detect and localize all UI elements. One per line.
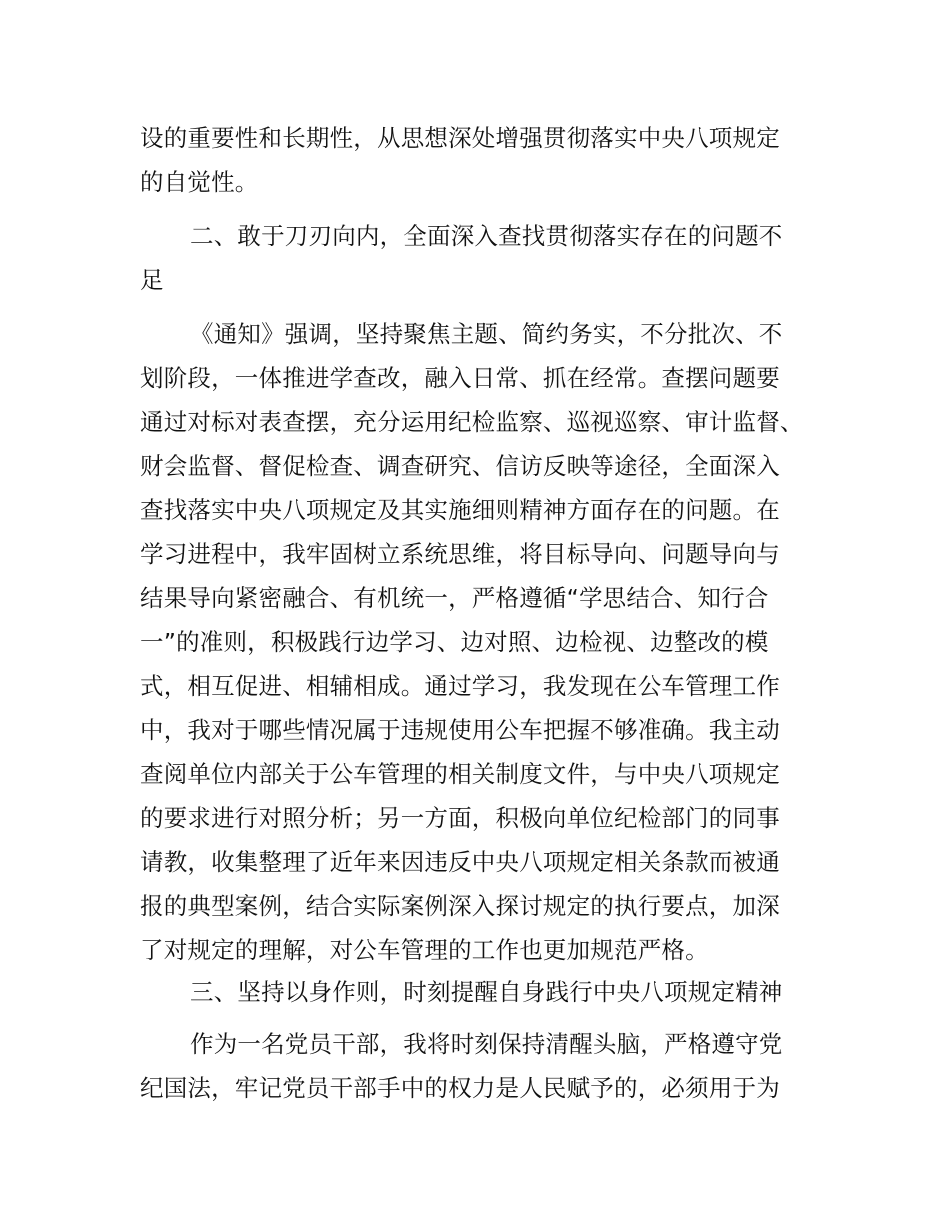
text-line: 设的重要性和长期性，从思想深处增强贯彻落实中央八项规定 bbox=[140, 124, 780, 152]
text-line: 的要求进行对照分析；另一方面，积极向单位纪检部门的同事 bbox=[140, 804, 780, 832]
text-line: 了对规定的理解，对公车管理的工作也更加规范严格。 bbox=[140, 936, 709, 964]
text-line: 通过对标对表查摆，充分运用纪检监察、巡视巡察、审计监督、 bbox=[140, 408, 804, 436]
text-line: 请教，收集整理了近年来因违反中央八项规定相关条款而被通 bbox=[140, 848, 780, 876]
text-line: 的自觉性。 bbox=[140, 168, 259, 196]
text-line: 财会监督、督促检查、调查研究、信访反映等途径，全面深入 bbox=[140, 452, 780, 480]
section-heading-3: 三、坚持以身作则，时刻提醒自身践行中央八项规定精神 bbox=[190, 978, 783, 1006]
text-line: 查找落实中央八项规定及其实施细则精神方面存在的问题。在 bbox=[140, 496, 780, 524]
section-heading-2: 二、敢于刀刃向内，全面深入查找贯彻落实存在的问题不 bbox=[190, 222, 783, 250]
text-line: 一”的准则，积极践行边学习、边对照、边检视、边整改的模 bbox=[140, 628, 769, 656]
text-line: 《通知》强调，坚持聚焦主题、简约务实，不分批次、不 bbox=[190, 320, 783, 348]
text-line: 学习进程中，我牢固树立系统思维，将目标导向、问题导向与 bbox=[140, 540, 780, 568]
text-line: 结果导向紧密融合、有机统一，严格遵循“学思结合、知行合 bbox=[140, 584, 769, 612]
text-line: 查阅单位内部关于公车管理的相关制度文件，与中央八项规定 bbox=[140, 760, 780, 788]
text-line: 报的典型案例，结合实际案例深入探讨规定的执行要点，加深 bbox=[140, 892, 780, 920]
text-line: 作为一名党员干部，我将时刻保持清醒头脑，严格遵守党 bbox=[190, 1030, 783, 1058]
text-line: 纪国法，牢记党员干部手中的权力是人民赋予的，必须用于为 bbox=[140, 1074, 780, 1102]
text-line: 式，相互促进、相辅相成。通过学习，我发现在公车管理工作 bbox=[140, 672, 780, 700]
section-heading-2-cont: 足 bbox=[140, 266, 164, 294]
text-line: 划阶段，一体推进学查改，融入日常、抓在经常。查摆问题要 bbox=[140, 364, 780, 392]
text-line: 中，我对于哪些情况属于违规使用公车把握不够准确。我主动 bbox=[140, 716, 780, 744]
